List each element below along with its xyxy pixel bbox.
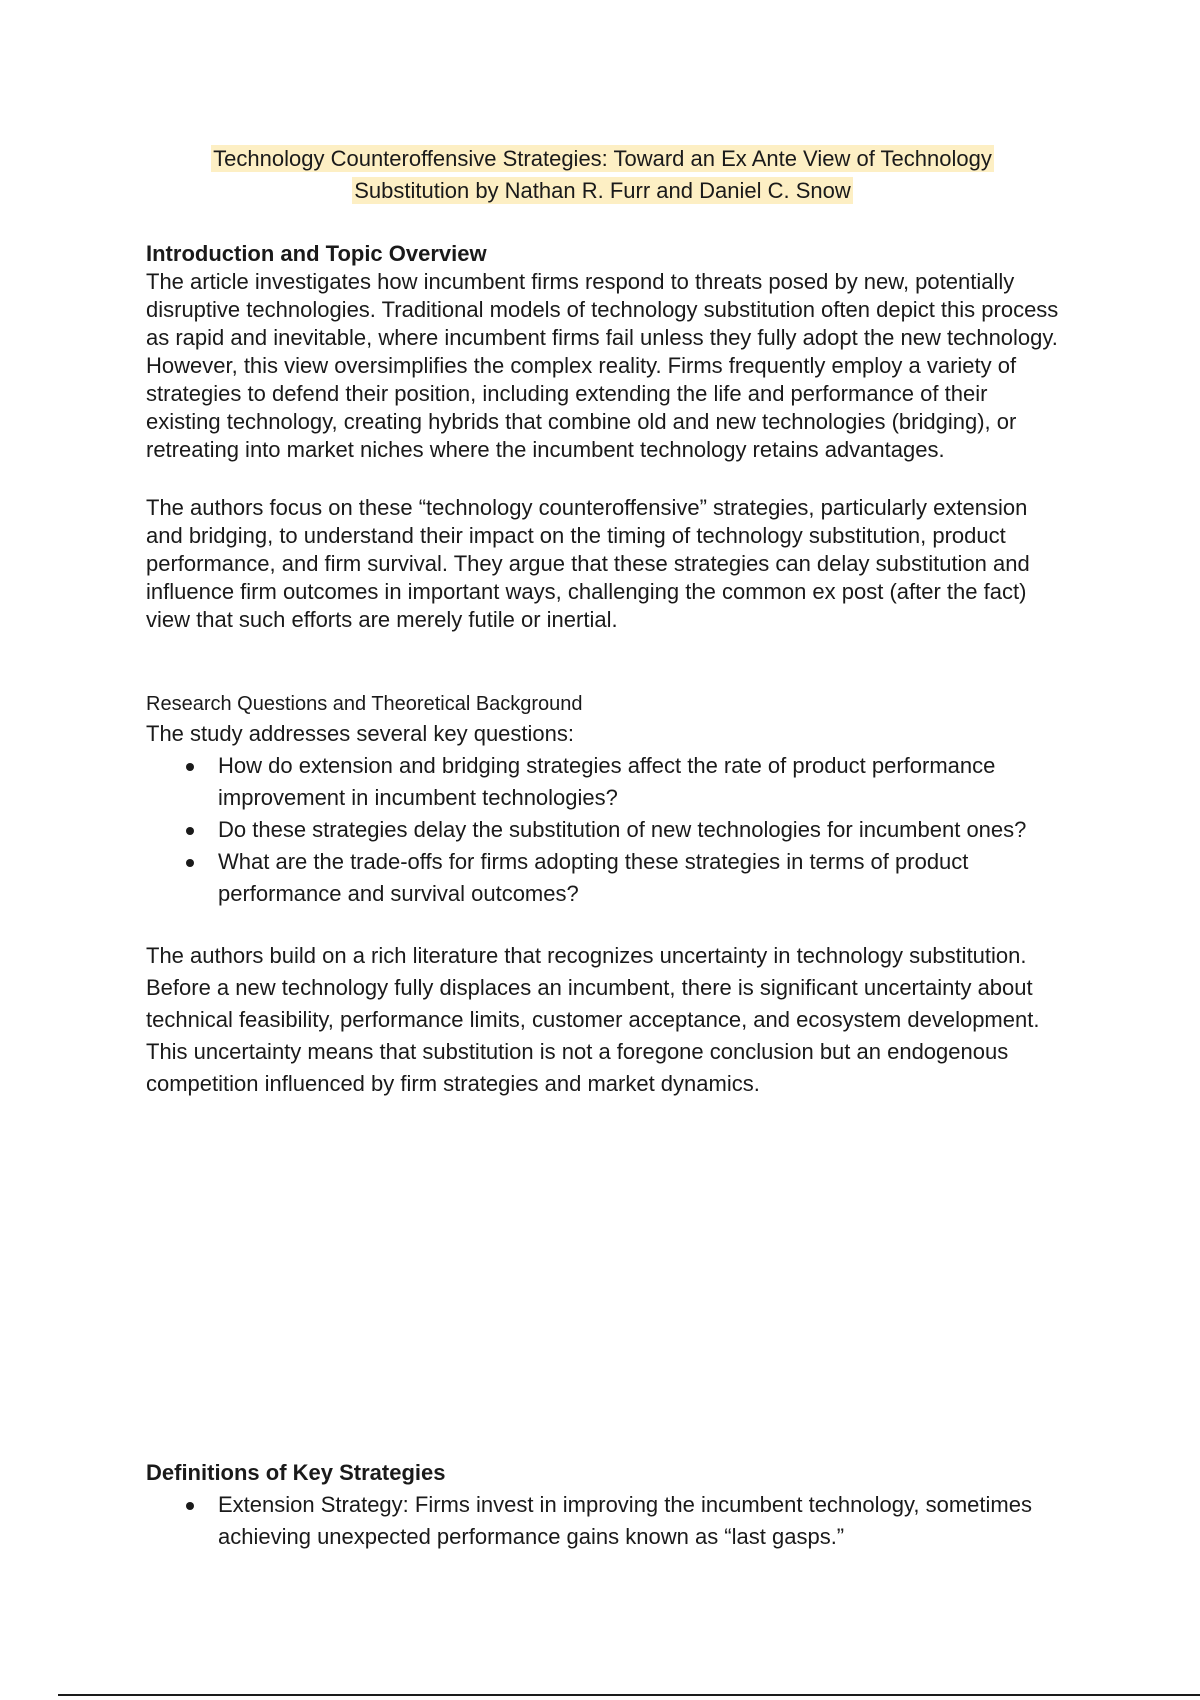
bullet-icon xyxy=(186,1502,194,1510)
definitions-section xyxy=(146,1459,1066,1553)
list-item xyxy=(146,846,1066,910)
question-text: What are the trade-offs for firms adopting these strategies in terms of product performance and survival outcomes? xyxy=(218,849,969,906)
intro-paragraph-1: The article investigates how incumbent firms respond to threats posed by new, potentially disruptive technologies. Traditional models of technology substitution often depict this process as rapid and inevitable, where incumbent firms fail unless they fully adopt the new technology. However, this view oversimplifies the complex reality. Firms frequently employ a variety of strategies to defend their position, including extending the life and performance of their existing technology, creating hybrids that combine old and new technologies (bridging), or retreating into market niches where the incumbent technology retains advantages. xyxy=(146,269,1059,462)
research-section xyxy=(146,690,1066,1100)
definition-text: Extension Strategy: Firms invest in improving the incumbent technology, sometimes achieving unexpected performance gains known as “last gasps.” xyxy=(218,1492,1032,1549)
research-heading: Research Questions and Theoretical Background xyxy=(146,693,583,715)
research-questions-list xyxy=(146,750,1066,910)
document-title xyxy=(140,143,1065,207)
title-line-2: Substitution by Nathan R. Furr and Daniel C. Snow xyxy=(354,178,851,203)
definitions-heading: Definitions of Key Strategies xyxy=(146,1460,446,1485)
intro-heading: Introduction and Topic Overview xyxy=(146,241,487,266)
intro-paragraph-2: The authors focus on these “technology counteroffensive” strategies, particularly extension and bridging, to understand their impact on the timing of technology substitution, product performance, and firm survival. They argue that these strategies can delay substitution and influence firm outcomes in important ways, challenging the common ex post (after the fact) view that such efforts are merely futile or inertial. xyxy=(146,495,1030,632)
list-item xyxy=(146,814,1066,846)
question-text: Do these strategies delay the substitution of new technologies for incumbent ones? xyxy=(218,817,1027,842)
definitions-list xyxy=(146,1489,1066,1553)
list-item xyxy=(146,750,1066,814)
bullet-icon xyxy=(186,827,194,835)
bullet-icon xyxy=(186,859,194,867)
question-text: How do extension and bridging strategies affect the rate of product performance improvement in incumbent technologies? xyxy=(218,753,996,810)
title-line-1: Technology Counteroffensive Strategies: Toward an Ex Ante View of Technology xyxy=(213,146,992,171)
research-paragraph-1: The authors build on a rich literature that recognizes uncertainty in technology substitution. Before a new technology fully displaces an incumbent, there is significant uncertainty about technical feasibility, performance limits, customer acceptance, and ecosystem development. This uncertainty means that substitution is not a foregone conclusion but an endogenous competition influenced by firm strategies and market dynamics. xyxy=(146,943,1040,1096)
bullet-icon xyxy=(186,763,194,771)
research-lead: The study addresses several key questions: xyxy=(146,721,575,746)
intro-section xyxy=(146,240,1066,634)
page-bottom-rule xyxy=(58,1694,1200,1696)
list-item xyxy=(146,1489,1066,1553)
